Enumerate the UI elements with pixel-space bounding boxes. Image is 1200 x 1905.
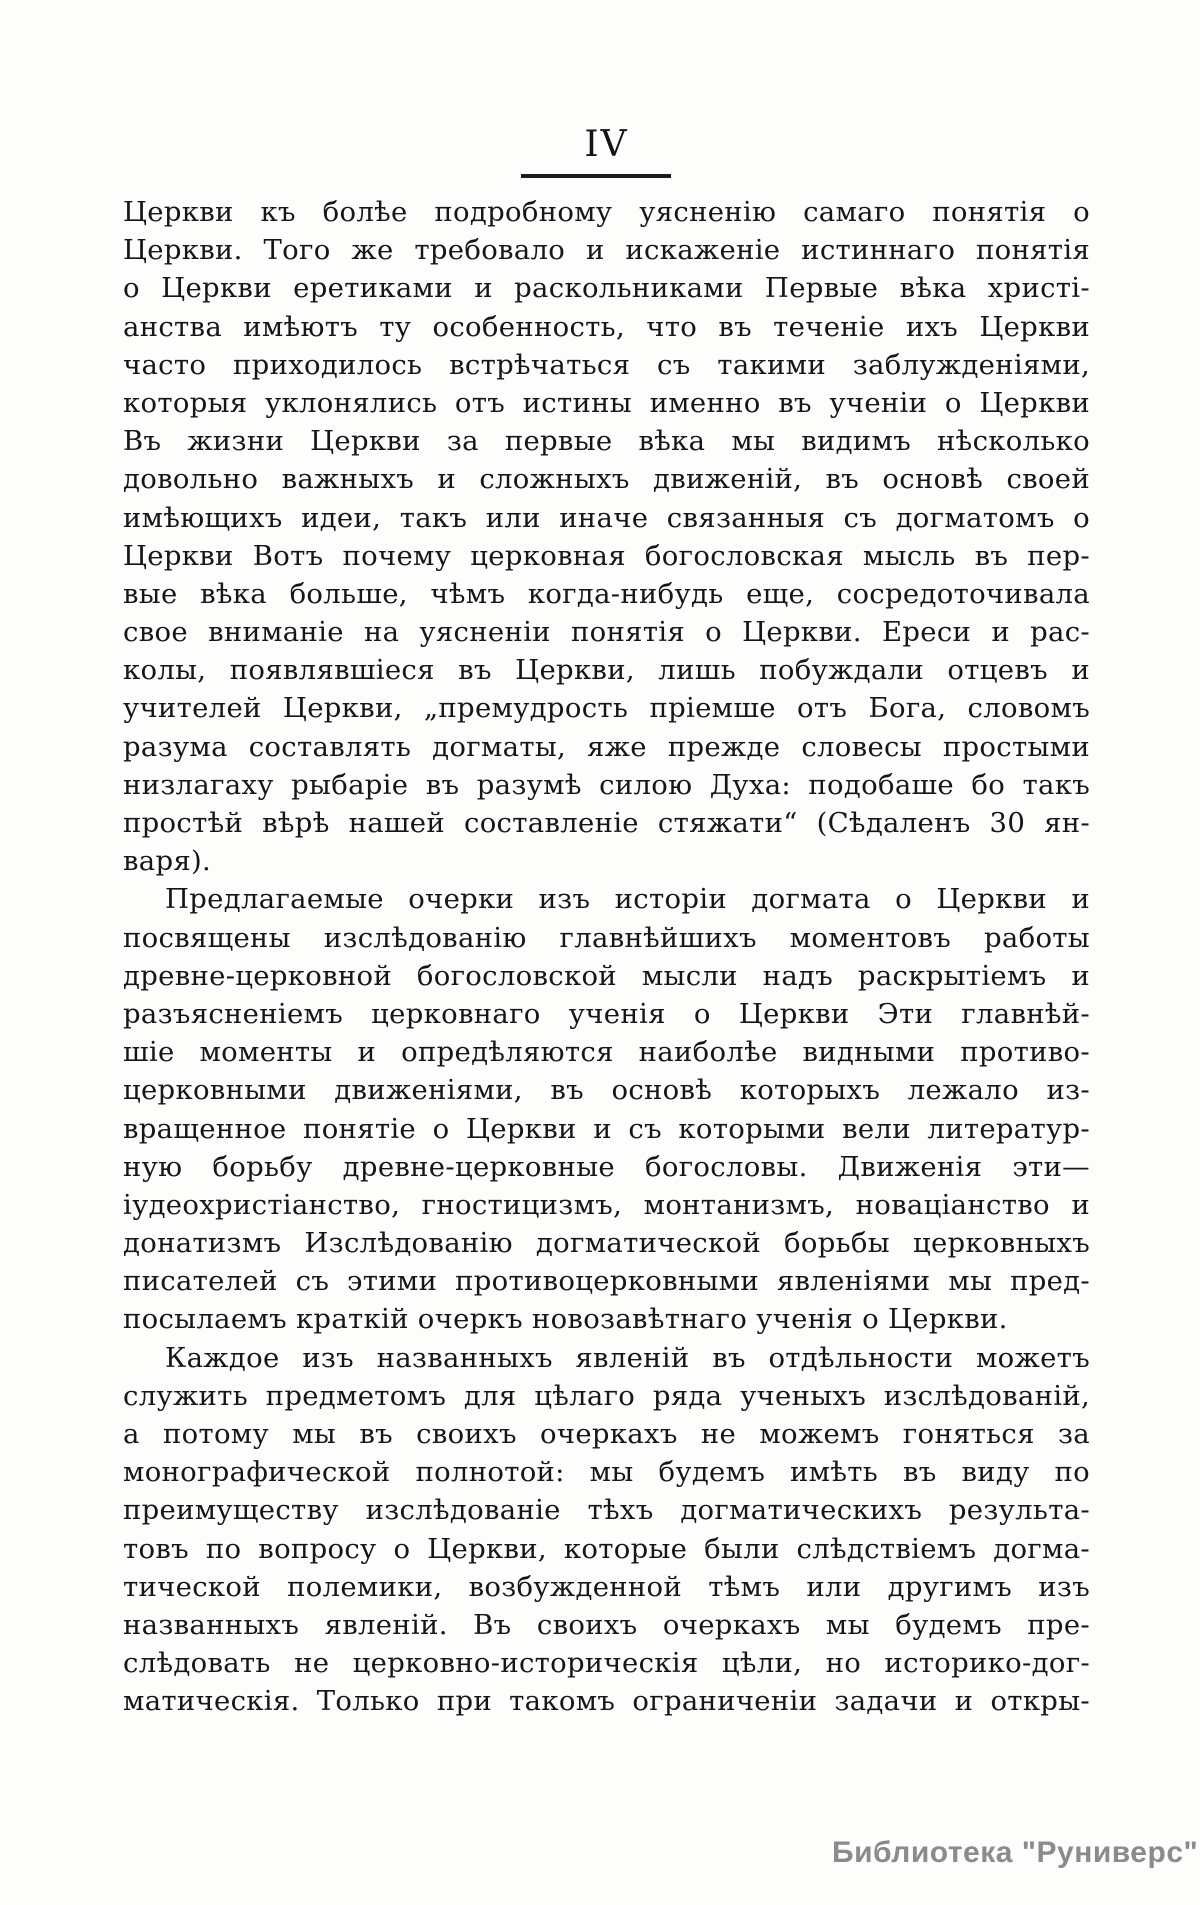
text-line: посвящены изслѣдованію главнѣйшихъ моментовъ работы <box>123 921 1090 954</box>
text-line: монографической полнотой: мы будемъ имѣть въ виду по <box>123 1456 1090 1489</box>
text-line: разума составлять догматы, яже прежде словесы простыми <box>123 730 1090 763</box>
text-line: ную борьбу древне-церковные богословы. Движенія эти— <box>123 1150 1090 1183</box>
text-line: Церкви къ болѣе подробному уясненію самаго понятія о <box>123 196 1090 228</box>
text-line: церковными движеніями, въ основѣ которыхъ лежало из- <box>123 1074 1090 1107</box>
text-line: имѣющихъ идеи, такъ или иначе связанныя съ догматомъ о <box>123 501 1090 534</box>
text-line: вращенное понятіе о Церкви и съ которыми вели литератур- <box>123 1112 1090 1145</box>
text-line: іудеохристіанство, гностицизмъ, монтанизмъ, новаціанство и <box>123 1188 1090 1221</box>
text-line: шіе моменты и опредѣляются наиболѣе видными противо- <box>123 1036 1090 1069</box>
text-line: простѣй вѣрѣ нашей составленіе стяжати“ (Сѣдаленъ 30 ян- <box>123 807 1090 839</box>
text-line: о Церкви еретиками и раскольниками Первые вѣка христі- <box>123 272 1090 305</box>
text-line: посылаемъ краткій очеркъ новозавѣтнаго ученія о Церкви. <box>123 1303 1008 1336</box>
text-line: колы, появлявшіеся въ Церкви, лишь побуждали отцевъ и <box>123 654 1090 687</box>
text-line: анства имѣютъ ту особенность, что въ теченіе ихъ Церкви <box>123 310 1090 343</box>
text-line: Предлагаемые очерки изъ исторіи догмата о Церкви и <box>165 883 1090 916</box>
text-line: а потому мы въ своихъ очеркахъ не можемъ гоняться за <box>123 1418 1090 1450</box>
text-line: которыя уклонялись отъ истины именно въ ученіи о Церкви <box>123 386 1090 419</box>
text-line: слѣдовать не церковно-историческія цѣли, но историко-дог- <box>123 1647 1090 1680</box>
text-line: матическія. Только при такомъ ограниченіи задачи и откры- <box>123 1685 1090 1718</box>
text-line: низлагаху рыбаріе въ разумѣ силою Духа: подобаше бо такъ <box>123 768 1090 801</box>
text-line: варя). <box>123 845 212 878</box>
text-line: товъ по вопросу о Церкви, которые были слѣдствіемъ догма- <box>123 1532 1090 1565</box>
text-line: Церкви. Того же требовало и искаженіе истиннаго понятія <box>123 234 1090 267</box>
text-line: Церкви Вотъ почему церковная богословская мысль въ пер- <box>123 539 1090 572</box>
chapter-divider-rule <box>521 174 671 178</box>
text-line: древне-церковной богословской мысли надъ раскрытіемъ и <box>123 959 1090 992</box>
text-line: свое вниманіе на уясненіи понятія о Церкви. Ереси и рас- <box>123 616 1090 649</box>
page-text-block <box>123 193 1090 1721</box>
text-line: названныхъ явленій. Въ своихъ очеркахъ мы будемъ пре- <box>123 1608 1090 1641</box>
text-line: вые вѣка больше, чѣмъ когда-нибудь еще, сосредоточивала <box>123 577 1090 610</box>
chapter-number-heading: IV <box>584 124 629 165</box>
text-line: Каждое изъ названныхъ явленій въ отдѣльности можетъ <box>165 1341 1090 1374</box>
text-line: преимуществу изслѣдованіе тѣхъ догматическихъ результа- <box>123 1494 1090 1527</box>
text-line: тической полемики, возбужденной тѣмъ или другимъ изъ <box>123 1570 1090 1603</box>
text-line: писателей съ этими противоцерковными явленіями мы пред- <box>123 1265 1090 1298</box>
text-line: донатизмъ Изслѣдованію догматической борьбы церковныхъ <box>123 1227 1090 1260</box>
text-line: разъясненіемъ церковнаго ученія о Церкви Эти главнѣй- <box>123 997 1090 1030</box>
text-line: Въ жизни Церкви за первые вѣка мы видимъ нѣсколько <box>123 425 1090 458</box>
text-line: учителей Церкви, „премудрость пріемше отъ Бога, словомъ <box>123 692 1090 725</box>
text-line: довольно важныхъ и сложныхъ движеній, въ основѣ своей <box>123 463 1090 496</box>
text-line: служить предметомъ для цѣлаго ряда ученыхъ изслѣдованій, <box>123 1379 1090 1412</box>
text-line: часто приходилось встрѣчаться съ такими заблужденіями, <box>123 348 1090 381</box>
library-watermark: Библиотека "Руниверс" <box>832 1836 1199 1869</box>
